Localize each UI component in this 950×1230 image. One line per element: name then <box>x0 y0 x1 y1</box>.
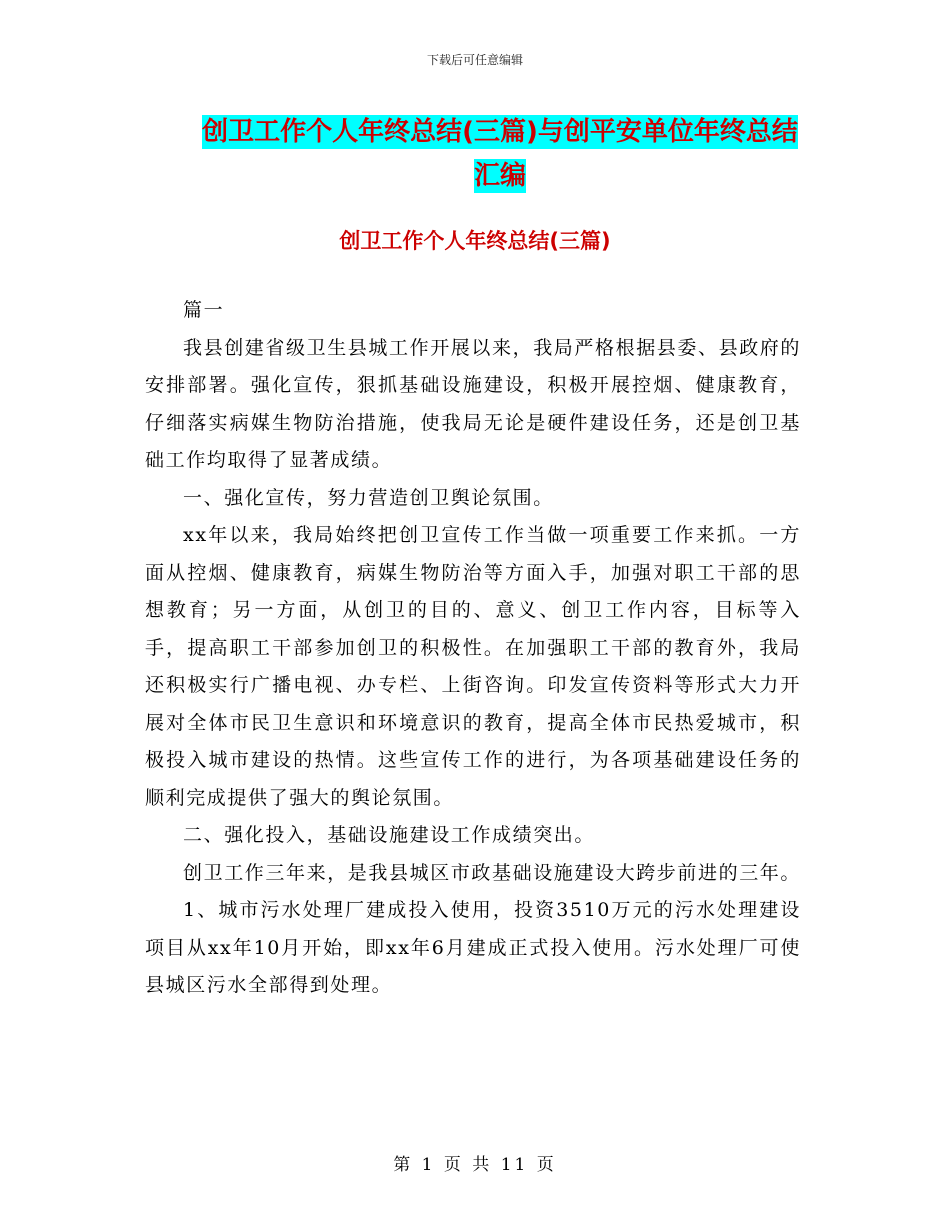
paragraph-intro: 我县创建省级卫生县城工作开展以来，我局严格根据县委、县政府的安排部署。强化宣传，狠抓基础设施建设，积极开展控烟、健康教育，仔细落实病媒生物防治措施，使我局无论是硬件建设任务，还是创卫基础工作均取得了显著成绩。 <box>145 336 802 471</box>
section-title: 创卫工作个人年终总结(三篇) <box>339 229 611 253</box>
paragraph-chapter-label: 篇一 <box>183 299 225 321</box>
document-body <box>145 292 801 1005</box>
paragraph-heading-2: 二、强化投入，基础设施建设工作成绩突出。 <box>183 824 596 846</box>
document-title <box>190 110 810 198</box>
paragraph-infrastructure: 创卫工作三年来，是我县城区市政基础设施建设大跨步前进的三年。 <box>183 861 802 884</box>
document-title-line-2: 汇编 <box>473 161 526 191</box>
paragraph-sewage-plant: 1、城市污水处理厂建成投入使用，投资3510万元的污水处理建设项目从xx年10月开始，即xx年6月建成正式投入使用。污水处理厂可使县城区污水全部得到处理。 <box>145 899 801 996</box>
page-header: 下载后可任意编辑 <box>426 53 523 67</box>
paragraph-publicity: xx年以来，我局始终把创卫宣传工作当做一项重要工作来抓。一方面从控烟、健康教育，病媒生物防治等方面入手，加强对职工干部的思想教育；另一方面，从创卫的目的、意义、创卫工作内容，目标等入手，提高职工干部参加创卫的积极性。在加强职工干部的教育外，我局还积极实行广播电视、办专栏、上街咨询。印发宣传资料等形式大力开展对全体市民卫生意识和环境意识的教育，提高全体市民热爱城市，积极投入城市建设的热情。这些宣传工作的进行，为各项基础建设任务的顺利完成提供了强大的舆论氛围。 <box>145 524 801 809</box>
paragraph-heading-1: 一、强化宣传，努力营造创卫舆论氛围。 <box>183 486 554 509</box>
page-footer: 第 1 页 共 11 页 <box>393 1155 557 1175</box>
document-title-line-1: 创卫工作个人年终总结(三篇)与创平安单位年终总结 <box>202 117 798 147</box>
